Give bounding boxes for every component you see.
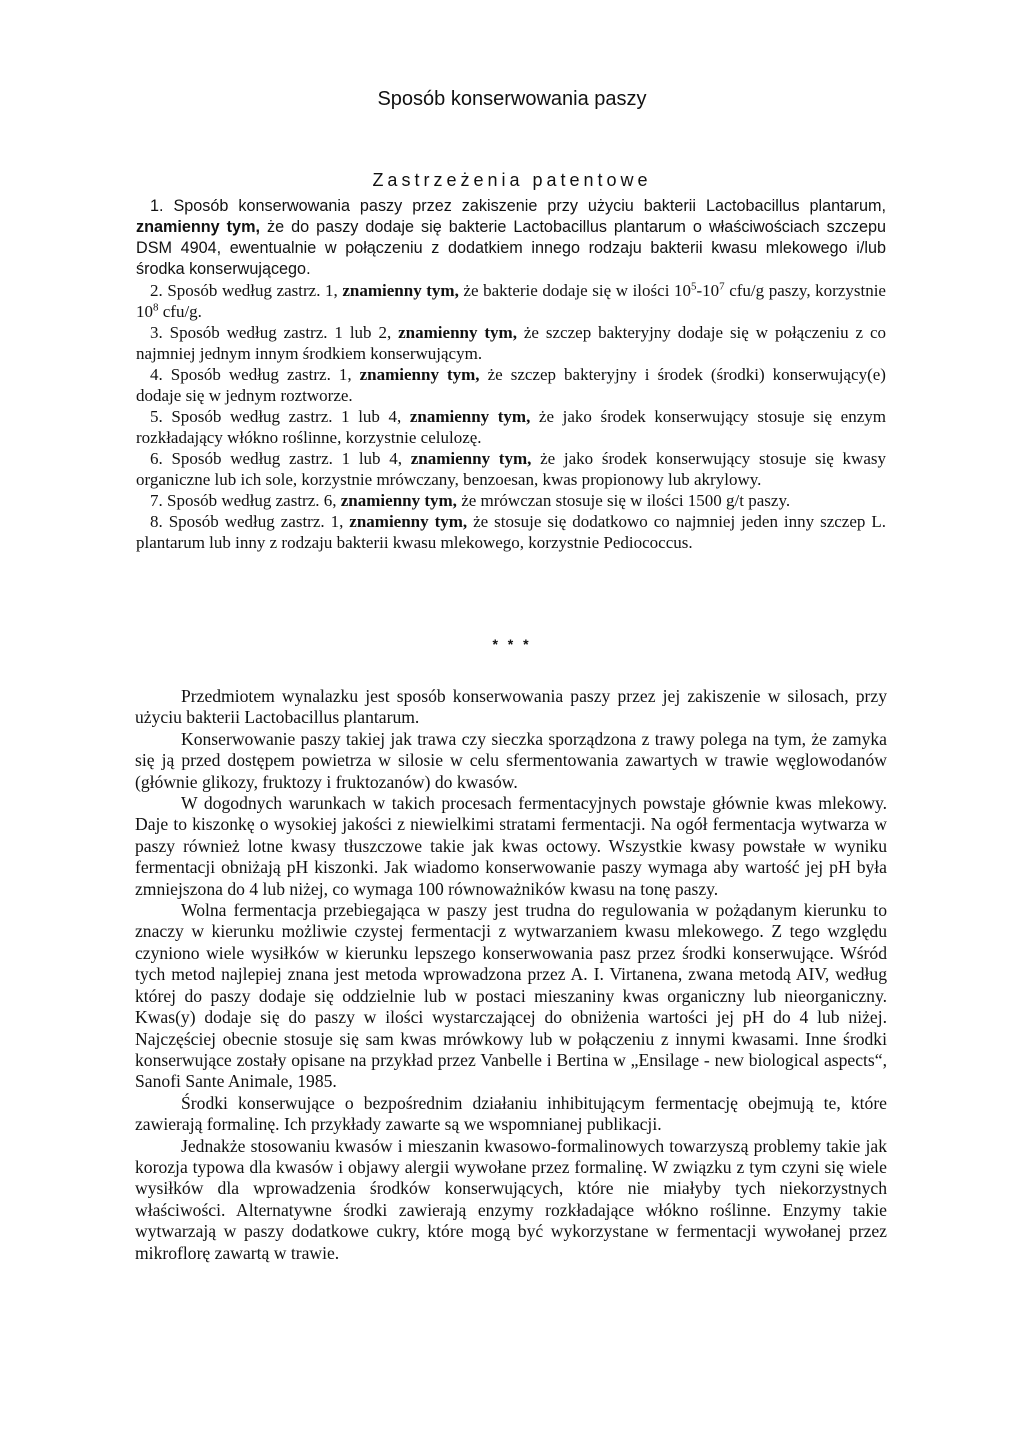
claim-8: 8. Sposób według zastrz. 1, znamienny tym, że stosuje się dodatkowo co najmniej jeden inny szczep L. plantarum lub inny z rodzaju bakterii kwasu mlekowego, korzystnie Pediococcus. bbox=[136, 512, 886, 552]
claim-5: 5. Sposób według zastrz. 1 lub 4, znamienny tym, że jako środek konserwujący stosuje się enzym rozkładający włókno roślinne, korzystnie celulozę. bbox=[136, 407, 886, 447]
description-paragraph: Jednakże stosowaniu kwasów i mieszanin kwasowo-formalinowych towarzyszą problemy takie jak korozja typowa dla kwasów i objawy alergii wywołane przez formalinę. W związku z tym czyni się wiele wysiłków dla wprowadzenia środków konserwujących, które nie miałyby tych niekorzystnych właściwości. Alternatywne środki zawierają enzymy rozkładające włókno roślinne. Enzymy takie wytwarzają w paszy dodatkowe cukry, które mogą być wykorzystane w fermentacji wywołanej przez mikroflorę zawartą w trawie. bbox=[135, 1135, 887, 1263]
claim-keyword: znamienny tym, bbox=[340, 491, 457, 510]
claim-4: 4. Sposób według zastrz. 1, znamienny tym, że szczep bakteryjny i środek (środki) konserwujący(e) dodaje się w jednym roztworze. bbox=[136, 365, 886, 405]
claims-heading: Zastrzeżenia patentowe bbox=[372, 170, 652, 190]
document-title: Sposób konserwowania paszy bbox=[377, 88, 647, 110]
claim-keyword: znamienny tym, bbox=[342, 281, 459, 300]
description-paragraph: Przedmiotem wynalazku jest sposób konserwowania paszy przez jej zakiszenie w silosach, przy użyciu bakterii Lactobacillus plantarum. bbox=[135, 686, 887, 728]
claim-1: 1. Sposób konserwowania paszy przez zakiszenie przy użyciu bakterii Lactobacillus plantarum, znamienny tym, że do paszy dodaje się bakterie Lactobacillus plantarum o właściwościach szczepu DSM 4904, ewentualnie w połączeniu z dodatkiem innego rodzaju bakterii kwasu mlekowego i/lub środka konserwującego. bbox=[136, 197, 886, 278]
description-paragraph: W dogodnych warunkach w takich procesach fermentacyjnych powstaje głównie kwas mlekowy. Daje to kiszonkę o wysokiej jakości z niewielkimi stratami fermentacji. Na ogół fermentacja wytwarza w paszy również lotne kwasy tłuszczowe takie jak kwas octowy. Wszystkie kwasy powstałe w wyniku fermentacji obniżają pH kiszonki. Jak wiadomo konserwowanie paszy wymaga aby wartość jej pH była zmniejszona do 4 lub niżej, co wymaga 100 równoważników kwasu na tonę paszy. bbox=[135, 793, 887, 899]
claim-keyword: znamienny tym, bbox=[359, 365, 480, 384]
claim-2: 2. Sposób według zastrz. 1, znamienny tym, że bakterie dodaje się w ilości $10^5-10^7$ cfu/g paszy, korzystnie $10^8$ cfu/g. bbox=[136, 280, 886, 321]
section-separator: * * * bbox=[492, 636, 532, 652]
description-paragraph: Środki konserwujące o bezpośrednim działaniu inhibitującym fermentację obejmują te, które zawierają formalinę. Ich przykłady zawarte są we wspomnianej publikacji. bbox=[135, 1092, 887, 1135]
claim-3: 3. Sposób według zastrz. 1 lub 2, znamienny tym, że szczep bakteryjny dodaje się w połączeniu z co najmniej jednym innym środkiem konserwującym. bbox=[136, 323, 886, 363]
claim-keyword: znamienny tym, bbox=[410, 449, 532, 468]
description-paragraph: Konserwowanie paszy takiej jak trawa czy sieczka sporządzona z trawy polega na tym, że zamyka się ją przed dostępem powietrza w silosie w celu sfermentowania zawartych w trawie węglowodanów (głównie glikozy, fruktozy i fruktozanów) do kwasów. bbox=[135, 728, 887, 792]
description-body bbox=[135, 686, 887, 1264]
claim-keyword: znamienny tym, bbox=[398, 323, 517, 342]
claims-list bbox=[136, 196, 886, 553]
claim-6: 6. Sposób według zastrz. 1 lub 4, znamienny tym, że jako środek konserwujący stosuje się kwasy organiczne lub ich sole, korzystnie mrówczany, benzoesan, kwas propionowy lub akrylowy. bbox=[136, 449, 886, 489]
claim-keyword: znamienny tym, bbox=[136, 218, 260, 236]
claim-keyword: znamienny tym, bbox=[409, 407, 531, 426]
description-paragraph: Wolna fermentacja przebiegająca w paszy jest trudna do regulowania w pożądanym kierunku to znaczy w kierunku możliwie czystej fermentacji z wytwarzaniem kwasu mlekowego. Z tego względu czyniono wiele wysiłków w kierunku lepszego konserwowania pasz przez środki konserwujące. Wśród tych metod najlepiej znana jest metoda wprowadzona przez A. I. Virtanena, zwana metodą AIV, według której do paszy dodaje się oddzielnie lub w postaci mieszaniny kwas organiczny lub nieorganiczny. Kwas(y) dodaje się do paszy w ilości wystarczającej do obniżenia wartości jej pH do 4 lub niżej. Najczęściej obecnie stosuje się sam kwas mrówkowy lub w połączeniu z innymi kwasami. Inne środki konserwujące zostały opisane na przykład przez Vanbelle i Bertina w „Ensilage - new biological aspects“, Sanofi Sante Animale, 1985. bbox=[135, 900, 887, 1092]
claim-7: 7. Sposób według zastrz. 6, znamienny tym, że mrówczan stosuje się w ilości 1500 g/t paszy. bbox=[150, 491, 791, 510]
claim-keyword: znamienny tym, bbox=[349, 512, 468, 531]
